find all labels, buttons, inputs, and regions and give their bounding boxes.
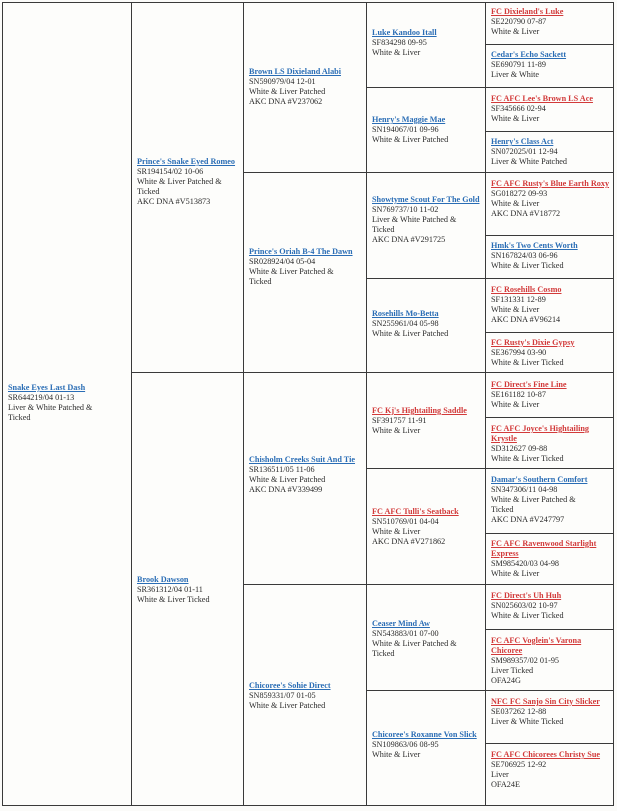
color-description: Ticked: [372, 649, 395, 658]
pedigree-cell-gen1: [2, 2, 132, 806]
color-description: White & Liver Patched: [372, 329, 449, 338]
pedigree-cell-gen5: [485, 235, 614, 279]
pedigree-cell-gen5: [485, 372, 614, 418]
dog-name-link[interactable]: Ceaser Mind Aw: [372, 619, 430, 628]
dog-name-link[interactable]: FC AFC Rusty's Blue Earth Roxy: [491, 179, 610, 188]
pedigree-cell-gen4: [366, 584, 486, 691]
dog-name-link[interactable]: FC Dixieland's Luke: [491, 7, 564, 16]
pedigree-cell-gen5: [485, 584, 614, 630]
pedigree-cell-gen5: [485, 172, 614, 236]
registration: SE220790 07-87: [491, 17, 547, 26]
registration: SG018272 09-93: [491, 189, 548, 198]
dog-name-link[interactable]: Henry's Class Act: [491, 137, 554, 146]
dna-number: AKC DNA #V18772: [491, 209, 561, 218]
dog-name-link[interactable]: Henry's Maggie Mae: [372, 115, 446, 124]
registration: SM985420/03 04-98: [491, 559, 560, 568]
pedigree-cell-gen4: [366, 372, 486, 469]
color-description: White & Liver: [491, 569, 540, 578]
dog-name-link[interactable]: Rosehills Mo-Betta: [372, 309, 439, 318]
registration: SN255961/04 05-98: [372, 319, 439, 328]
color-description: White & Liver: [491, 114, 540, 123]
pedigree-cell-gen5: [485, 131, 614, 173]
registration: SE706925 12-92: [491, 760, 547, 769]
registration: SN859331/07 01-05: [249, 691, 316, 700]
registration: SN543883/01 07-00: [372, 629, 439, 638]
ofa-number: OFA24G: [491, 676, 521, 685]
pedigree-cell-gen3: [243, 584, 367, 806]
pedigree-cell-gen4: [366, 2, 486, 88]
dog-name-link[interactable]: Prince's Oriah B-4 The Dawn: [249, 247, 353, 256]
color-description: Liver & White Ticked: [491, 717, 564, 726]
ofa-number: OFA24E: [491, 780, 520, 789]
color-description: White & Liver Patched: [249, 87, 326, 96]
registration: SN590979/04 12-01: [249, 77, 316, 86]
dog-name-link[interactable]: FC AFC Tulli's Seatback: [372, 507, 459, 516]
registration: SE690791 11-89: [491, 60, 546, 69]
color-description: White & Liver Patched: [249, 475, 326, 484]
pedigree-cell-gen5: [485, 743, 614, 806]
dog-name-link[interactable]: FC Rosehills Cosmo: [491, 285, 562, 294]
registration: SN072025/01 12-94: [491, 147, 558, 156]
registration: SR028924/04 05-04: [249, 257, 316, 266]
dog-name-link[interactable]: Luke Kandoo Itall: [372, 28, 437, 37]
dna-number: AKC DNA #V271862: [372, 537, 446, 546]
dna-number: AKC DNA #V237062: [249, 97, 323, 106]
dna-number: AKC DNA #V339499: [249, 485, 323, 494]
dog-name-link[interactable]: FC Direct's Fine Line: [491, 380, 567, 389]
pedigree-cell-gen4: [366, 87, 486, 173]
registration: SM989357/02 01-95: [491, 656, 560, 665]
pedigree-cell-gen4: [366, 690, 486, 806]
dog-name-link[interactable]: FC Rusty's Dixie Gypsy: [491, 338, 575, 347]
color-description: White & Liver: [372, 527, 421, 536]
registration: SF834298 09-95: [372, 38, 427, 47]
registration: SN109863/06 08-95: [372, 740, 439, 749]
dog-name-link[interactable]: FC AFC Voglein's Varona Chicoree: [491, 636, 582, 655]
dog-name-link[interactable]: Showtyme Scout For The Gold: [372, 195, 480, 204]
color-description: White & Liver Ticked: [491, 454, 564, 463]
registration: SF391757 11-91: [372, 416, 427, 425]
registration: SD312627 09-88: [491, 444, 548, 453]
color-description: Liver: [491, 770, 509, 779]
pedigree-cell-gen4: [366, 468, 486, 585]
color-description: White & Liver Patched &: [372, 639, 457, 648]
registration: SN194067/01 09-96: [372, 125, 439, 134]
pedigree-cell-gen5: [485, 417, 614, 469]
registration: SE161182 10-87: [491, 390, 546, 399]
dog-name-link[interactable]: FC AFC Lee's Brown LS Ace: [491, 94, 593, 103]
color-description: White & Liver: [491, 199, 540, 208]
color-description: White & Liver Patched &: [137, 177, 222, 186]
pedigree-cell-gen2-sire: [131, 2, 244, 373]
dna-number: AKC DNA #V291725: [372, 235, 446, 244]
color-description: Liver Ticked: [491, 666, 534, 675]
color-description: White & Liver: [491, 400, 540, 409]
color-description: Ticked: [491, 505, 514, 514]
registration: SF345666 02-94: [491, 104, 546, 113]
pedigree-cell-gen5: [485, 278, 614, 333]
color-description: White & Liver Patched &: [249, 267, 334, 276]
pedigree-cell-gen5: [485, 690, 614, 744]
registration: SN025603/02 10-97: [491, 601, 558, 610]
pedigree-cell-gen5: [485, 2, 614, 45]
color-description: Ticked: [137, 187, 160, 196]
registration: SN347306/11 04-98: [491, 485, 558, 494]
color-description: White & Liver Patched: [249, 701, 326, 710]
pedigree-cell-gen5: [485, 533, 614, 585]
dog-name-link[interactable]: Damar's Southern Comfort: [491, 475, 588, 484]
pedigree-cell-gen5: [485, 87, 614, 132]
registration: SF131331 12-89: [491, 295, 546, 304]
color-description: White & Liver: [372, 48, 421, 57]
dna-number: AKC DNA #V247797: [491, 515, 565, 524]
pedigree-cell-gen5: [485, 629, 614, 691]
pedigree-cell-gen3: [243, 172, 367, 373]
color-description: Liver & White: [491, 70, 540, 79]
pedigree-cell-gen3: [243, 372, 367, 585]
color-description: White & Liver Patched: [372, 135, 449, 144]
dog-name-link[interactable]: NFC FC Sanjo Sin City Slicker: [491, 697, 600, 706]
dog-name-link[interactable]: Prince's Snake Eyed Romeo: [137, 157, 236, 166]
registration: SR644219/04 01-13: [8, 393, 75, 402]
color-description: White & Liver Ticked: [491, 611, 564, 620]
dog-name-link[interactable]: Chisholm Creeks Suit And Tie: [249, 455, 356, 464]
color-description: White & Liver Ticked: [491, 261, 564, 270]
color-description: Ticked: [8, 413, 31, 422]
registration: SR361312/04 01-11: [137, 585, 203, 594]
pedigree-cell-gen4: [366, 172, 486, 279]
color-description: White & Liver Ticked: [491, 358, 564, 367]
pedigree-cell-gen5: [485, 332, 614, 373]
color-description: White & Liver Patched &: [491, 495, 576, 504]
color-description: White & Liver: [491, 27, 540, 36]
dog-name-link[interactable]: Chicoree's Sohie Direct: [249, 681, 331, 690]
dna-number: AKC DNA #V513873: [137, 197, 211, 206]
registration: SR136511/05 11-06: [249, 465, 315, 474]
pedigree-cell-gen4: [366, 278, 486, 373]
dog-name-link[interactable]: FC AFC Chicorees Christy Sue: [491, 750, 601, 759]
pedigree-cell-gen2-dam: [131, 372, 244, 806]
color-description: White & Liver: [372, 750, 421, 759]
dog-name-link[interactable]: FC Direct's Uh Huh: [491, 591, 562, 600]
dna-number: AKC DNA #V96214: [491, 315, 561, 324]
color-description: Liver & White Patched &: [372, 215, 457, 224]
color-description: Ticked: [372, 225, 395, 234]
registration: SE037262 12-88: [491, 707, 547, 716]
pedigree-cell-gen5: [485, 44, 614, 88]
color-description: White & Liver: [372, 426, 421, 435]
dog-name-link[interactable]: Snake Eyes Last Dash: [8, 383, 86, 392]
pedigree-cell-gen5: [485, 468, 614, 534]
registration: SN167824/03 06-96: [491, 251, 558, 260]
dog-name-link[interactable]: FC Kj's Hightailing Saddle: [372, 406, 467, 415]
color-description: Liver & White Patched &: [8, 403, 93, 412]
registration: SR194154/02 10-06: [137, 167, 204, 176]
color-description: Liver & White Patched: [491, 157, 568, 166]
dog-name-link[interactable]: FC AFC Joyce's Hightailing Krystle: [491, 424, 590, 443]
registration: SN510769/01 04-04: [372, 517, 439, 526]
dog-name-link[interactable]: Brook Dawson: [137, 575, 189, 584]
color-description: Ticked: [249, 277, 272, 286]
dog-name-link[interactable]: Chicoree's Roxanne Von Slick: [372, 730, 477, 739]
color-description: White & Liver: [491, 305, 540, 314]
registration: SE367994 03-90: [491, 348, 547, 357]
dog-name-link[interactable]: Cedar's Echo Sackett: [491, 50, 567, 59]
dog-name-link[interactable]: Hmk's Two Cents Worth: [491, 241, 578, 250]
pedigree-cell-gen3: [243, 2, 367, 173]
dog-name-link[interactable]: Brown LS Dixieland Alabi: [249, 67, 341, 76]
color-description: White & Liver Ticked: [137, 595, 210, 604]
registration: SN769737/10 11-02: [372, 205, 439, 214]
dog-name-link[interactable]: FC AFC Ravenwood Starlight Express: [491, 539, 597, 558]
